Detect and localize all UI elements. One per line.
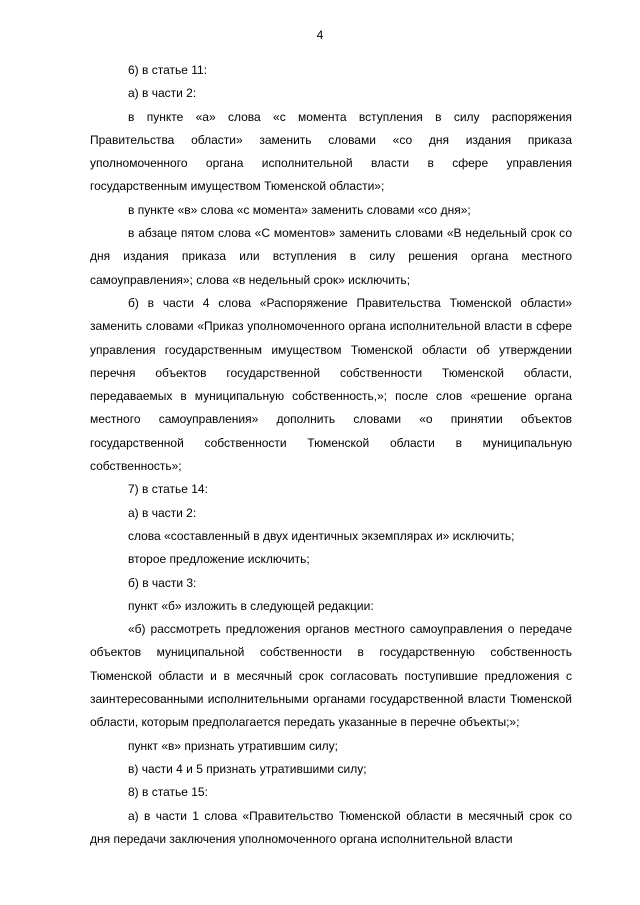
paragraph: пункт «в» признать утратившим силу;: [128, 738, 338, 753]
paragraph: 8) в статье 15:: [128, 785, 208, 800]
paragraph: пункт «б» изложить в следующей редакции:: [128, 598, 374, 613]
paragraph: «б) рассмотреть предложения органов местного самоуправления о передаче объектов муниципальной собственности в государственную собственность Тюменской области и в месячный срок согласовать поступившие предложения с заинтересованными исполнительными органами государственной власти Тюменской области, которым предполагается передать указанные в перечне объекты;»;: [90, 622, 572, 730]
document-body: [90, 59, 572, 851]
paragraph: в абзаце пятом слова «С моментов» заменить словами «В недельный срок со дня издания приказа или вступления в силу решения органа местного самоуправления»; слова «в недельный срок» исключить;: [90, 226, 572, 287]
paragraph: в пункте «в» слова «с момента» заменить словами «со дня»;: [128, 202, 471, 217]
paragraph: а) в части 2:: [128, 86, 197, 101]
paragraph: б) в части 3:: [128, 575, 197, 590]
paragraph: второе предложение исключить;: [128, 552, 310, 567]
paragraph: 7) в статье 14:: [128, 482, 208, 497]
page-number: 4: [316, 28, 324, 42]
paragraph: а) в части 2:: [128, 505, 197, 520]
paragraph: слова «составленный в двух идентичных экземплярах и» исключить;: [128, 528, 515, 543]
paragraph: а) в части 1 слова «Правительство Тюменской области в месячный срок со дня передачи заключения уполномоченного органа исполнительной власти: [90, 808, 572, 846]
paragraph: в пункте «а» слова «с момента вступления в силу распоряжения Правительства области» заменить словами «со дня издания приказа уполномоченного органа исполнительной власти в сфере управления государственным имуществом Тюменской области»;: [90, 109, 572, 194]
paragraph: б) в части 4 слова «Распоряжение Правительства Тюменской области» заменить словами «Приказ уполномоченного органа исполнительной власти в сфере управления государственным имуществом Тюменской области об утверждении перечня объектов государственной собственности Тюменской области, передаваемых в муниципальную собственность,»; после слов «решение органа местного самоуправления» дополнить словами «о принятии объектов государственной собственности Тюменской области в муниципальную собственность»;: [90, 295, 572, 474]
paragraph: 6) в статье 11:: [128, 63, 208, 77]
paragraph: в) части 4 и 5 признать утратившими силу;: [128, 761, 367, 776]
